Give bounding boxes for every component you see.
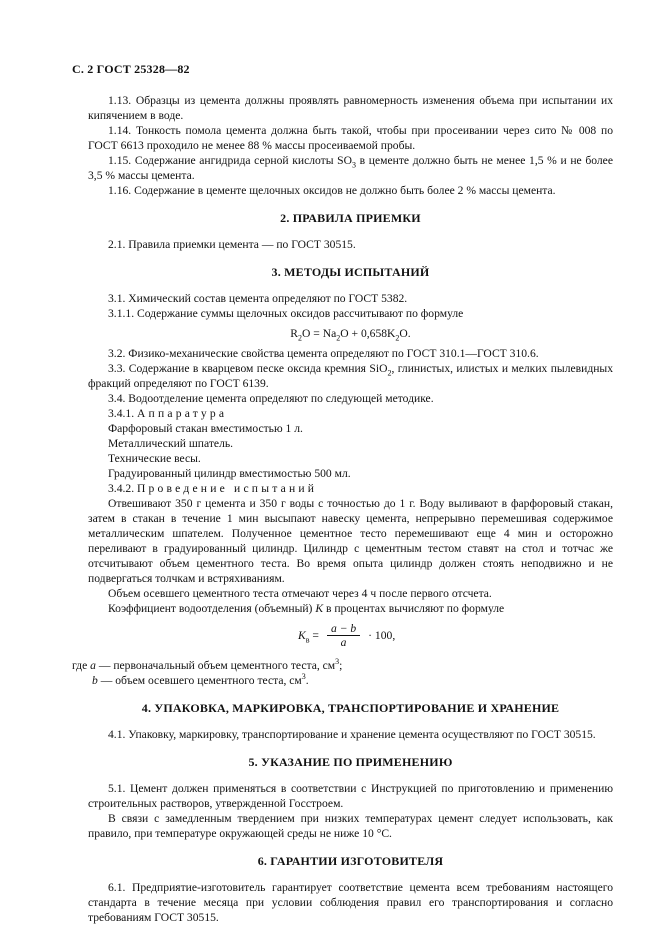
procedure-text: Отвешивают 350 г цемента и 350 г воды с точностью до 1 г. Воду выливают в фарфоровый стакан, затем в стакан в течение 1 мин высыпают навеску цемента, непрерывно перемешивая содержимое металлическим шпателем. Полученное цементное тесто перемешивают еще 4 мин и осторожно переливают в градуированный цилиндр. Цилиндр с цементным тестом ставят на стол и тотчас же отсчитывают объем цементного теста. Во время опыта цилиндр должен стоять неподвижно и не подвергаться толчкам и встряхиваниям. xyxy=(88,497,613,585)
paragraph-5-1: 5.1. Цемент должен применяться в соответствии с Инструкцией по приготовлению и применению строительных растворов, утвержденной Госстроем. xyxy=(88,782,613,810)
document-body xyxy=(72,93,614,925)
formula-legend-b: b — объем осевшего цементного теста, $см^3$. xyxy=(92,672,309,687)
formula-water-separation: $K_в$ = $\frac{a - b}{a}$ · 100, xyxy=(298,622,396,649)
equipment-item: Металлический шпатель. xyxy=(108,437,234,450)
section-4-title: 4. УПАКОВКА, МАРКИРОВКА, ТРАНСПОРТИРОВАНИЕ И ХРАНЕНИЕ xyxy=(141,701,560,715)
equipment-item: Технические весы. xyxy=(108,452,201,465)
paragraph-3-4-1: 3.4.1. Аппаратура xyxy=(108,407,228,420)
paragraph-1-14: 1.14. Тонкость помола цемента должна быть такой, чтобы при просеивании через сито № 008 по ГОСТ 6613 проходило не менее 88 % массы просеиваемой пробы. xyxy=(88,124,613,152)
section-3-title: 3. МЕТОДЫ ИСПЫТАНИЙ xyxy=(271,265,430,279)
formula-alkali-oxides: $R_2O = Na_2O + 0,658K_2O$. xyxy=(290,327,411,343)
formula-fraction: $\frac{a - b}{a}$ xyxy=(327,622,360,649)
page-header: С. 2 ГОСТ 25328—82 xyxy=(72,62,190,76)
section-5-title: 5. УКАЗАНИЕ ПО ПРИМЕНЕНИЮ xyxy=(248,755,453,769)
paragraph-1-16: 1.16. Содержание в цементе щелочных оксидов не должно быть более 2 % массы цемента. xyxy=(108,184,556,197)
paragraph-1-13: 1.13. Образцы из цемента должны проявлять равномерность изменения объема при испытании их кипячением в воде. xyxy=(88,94,613,122)
paragraph-3-3: 3.3. Содержание в кварцевом песке оксида кремния SiO$_2$, глинистых, илистых и мелких пылевидных фракций определяют по ГОСТ 6139. xyxy=(88,362,614,390)
section-2-title: 2. ПРАВИЛА ПРИЕМКИ xyxy=(280,211,421,225)
paragraph-3-4-2: 3.4.2. Проведение испытаний xyxy=(108,482,318,495)
paragraph-5-2: В связи с замедленным твердением при низких температурах цемент следует использовать, как правило, при температуре окружающей среды не ниже 10 °С. xyxy=(88,812,613,840)
paragraph-2-1: 2.1. Правила приемки цемента — по ГОСТ 30515. xyxy=(108,238,356,251)
procedure-text: Коэффициент водоотделения (объемный) K в процентах вычисляют по формуле xyxy=(108,602,505,615)
equipment-item: Градуированный цилиндр вместимостью 500 мл. xyxy=(108,467,351,480)
paragraph-1-15: 1.15. Содержание ангидрида серной кислоты $SO_3$ в цементе должно быть не менее 1,5 % и не более 3,5 % массы цемента. xyxy=(88,154,613,182)
procedure-text: Объем осевшего цементного теста отмечают через 4 ч после первого отсчета. xyxy=(108,587,492,600)
equipment-item: Фарфоровый стакан вместимостью 1 л. xyxy=(108,422,303,435)
paragraph-3-1: 3.1. Химический состав цемента определяют по ГОСТ 5382. xyxy=(108,292,408,305)
paragraph-3-1-1: 3.1.1. Содержание суммы щелочных оксидов рассчитывают по формуле xyxy=(108,307,464,320)
formula-legend-a: где a — первоначальный объем цементного теста, $см^3$; xyxy=(72,657,343,672)
paragraph-4-1: 4.1. Упаковку, маркировку, транспортирование и хранение цемента осуществляют по ГОСТ 30515. xyxy=(108,728,596,741)
paragraph-3-4: 3.4. Водоотделение цемента определяют по следующей методике. xyxy=(108,392,434,405)
section-6-title: 6. ГАРАНТИИ ИЗГОТОВИТЕЛЯ xyxy=(257,854,444,868)
paragraph-6-1: 6.1. Предприятие-изготовитель гарантирует соответствие цемента всем требованиям настоящего стандарта в течение месяца при условии соблюдения правил его транспортирования и согласно требованиям ГОСТ 30515. xyxy=(88,881,613,924)
paragraph-3-2: 3.2. Физико-механические свойства цемента определяют по ГОСТ 310.1—ГОСТ 310.6. xyxy=(108,347,539,360)
